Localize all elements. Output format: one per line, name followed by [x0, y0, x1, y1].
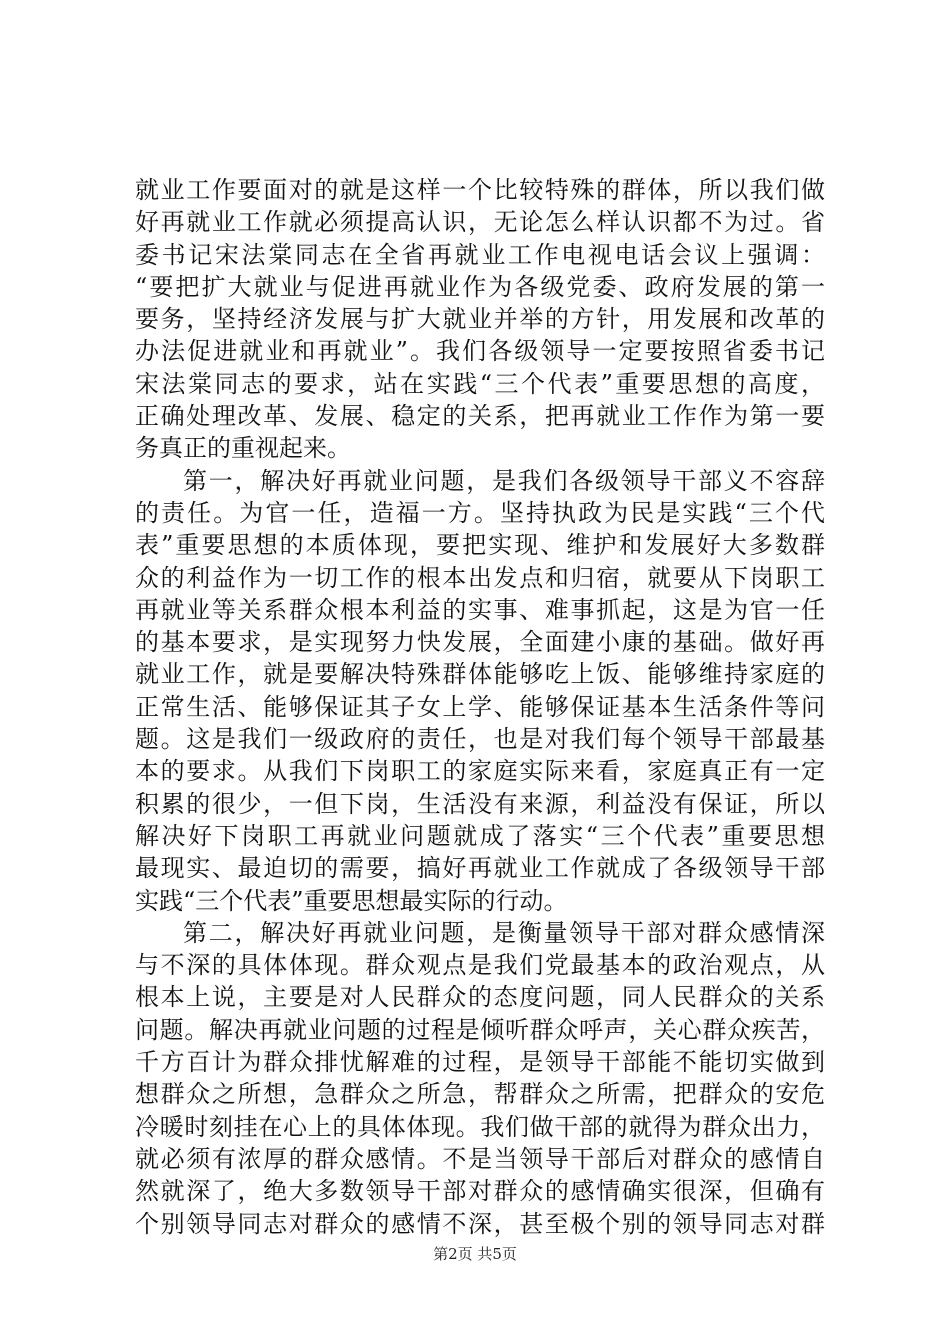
text-line: 积累的很少，一但下岗，生活没有来源，利益没有保证，所以: [135, 789, 825, 818]
text-line: 宋法棠同志的要求，站在实践“三个代表”重要思想的高度，: [135, 369, 825, 398]
text-line: 就业工作，就是要解决特殊群体能够吃上饭、能够维持家庭的: [135, 660, 825, 689]
text-line: 办法促进就业和再就业”。我们各级领导一定要按照省委书记: [135, 337, 825, 366]
text-line: 根本上说，主要是对人民群众的态度问题，同人民群众的关系: [135, 983, 825, 1012]
text-line: 本的要求。从我们下岗职工的家庭实际来看，家庭真正有一定: [135, 757, 825, 786]
paragraph-first-line: 第一，解决好再就业问题，是我们各级领导干部义不容辞: [183, 466, 825, 495]
text-line: 问题。解决再就业问题的过程是倾听群众呼声，关心群众疾苦，: [135, 1015, 825, 1044]
text-line: 好再就业工作就必须提高认识，无论怎么样认识都不为过。省: [135, 208, 825, 237]
text-line: 然就深了，绝大多数领导干部对群众的感情确实很深，但确有: [135, 1177, 825, 1206]
text-line: 就业工作要面对的就是这样一个比较特殊的群体，所以我们做: [135, 176, 825, 204]
text-line: 要务，坚持经济发展与扩大就业并举的方针，用发展和改革的: [135, 305, 825, 334]
text-line: 个别领导同志对群众的感情不深，甚至极个别的领导同志对群: [135, 1209, 825, 1238]
text-line: 想群众之所想，急群众之所急，帮群众之所需，把群众的安危: [135, 1080, 825, 1109]
text-line: 正确处理改革、发展、稳定的关系，把再就业工作作为第一要: [135, 402, 825, 431]
text-line: 题。这是我们一级政府的责任，也是对我们每个领导干部最基: [135, 725, 825, 754]
text-line: 的基本要求，是实现努力快发展，全面建小康的基础。做好再: [135, 628, 825, 657]
text-line: 冷暖时刻挂在心上的具体体现。我们做干部的就得为群众出力，: [135, 1112, 825, 1141]
text-line: 最现实、最迫切的需要，搞好再就业工作就成了各级领导干部: [135, 854, 825, 883]
text-line: 就必须有浓厚的群众感情。不是当领导干部后对群众的感情自: [135, 1144, 825, 1173]
text-line: 委书记宋法棠同志在全省再就业工作电视电话会议上强调：: [135, 240, 825, 269]
text-line: 表”重要思想的本质体现，要把实现、维护和发展好大多数群: [135, 531, 825, 560]
paragraph-first-line: 第二，解决好再就业问题，是衡量领导干部对群众感情深: [183, 918, 825, 947]
page-footer: 第2页 共5页: [433, 1245, 517, 1263]
text-line: “要把扩大就业与促进再就业作为各级党委、政府发展的第一: [135, 272, 825, 301]
text-line: 众的利益作为一切工作的根本出发点和归宿，就要从下岗职工: [135, 563, 825, 592]
text-line: 再就业等关系群众根本利益的实事、难事抓起，这是为官一任: [135, 595, 825, 624]
text-line: 务真正的重视起来。: [135, 434, 351, 463]
text-line: 千方百计为群众排忧解难的过程，是领导干部能不能切实做到: [135, 1048, 825, 1077]
text-line: 的责任。为官一任，造福一方。坚持执政为民是实践“三个代: [135, 498, 825, 527]
body-text: [135, 174, 825, 1240]
text-line: 与不深的具体体现。群众观点是我们党最基本的政治观点，从: [135, 951, 825, 980]
text-line: 正常生活、能够保证其子女上学、能够保证基本生活条件等问: [135, 692, 825, 721]
text-line: 实践“三个代表”重要思想最实际的行动。: [135, 886, 568, 915]
text-line: 解决好下岗职工再就业问题就成了落实“三个代表”重要思想: [135, 821, 825, 850]
